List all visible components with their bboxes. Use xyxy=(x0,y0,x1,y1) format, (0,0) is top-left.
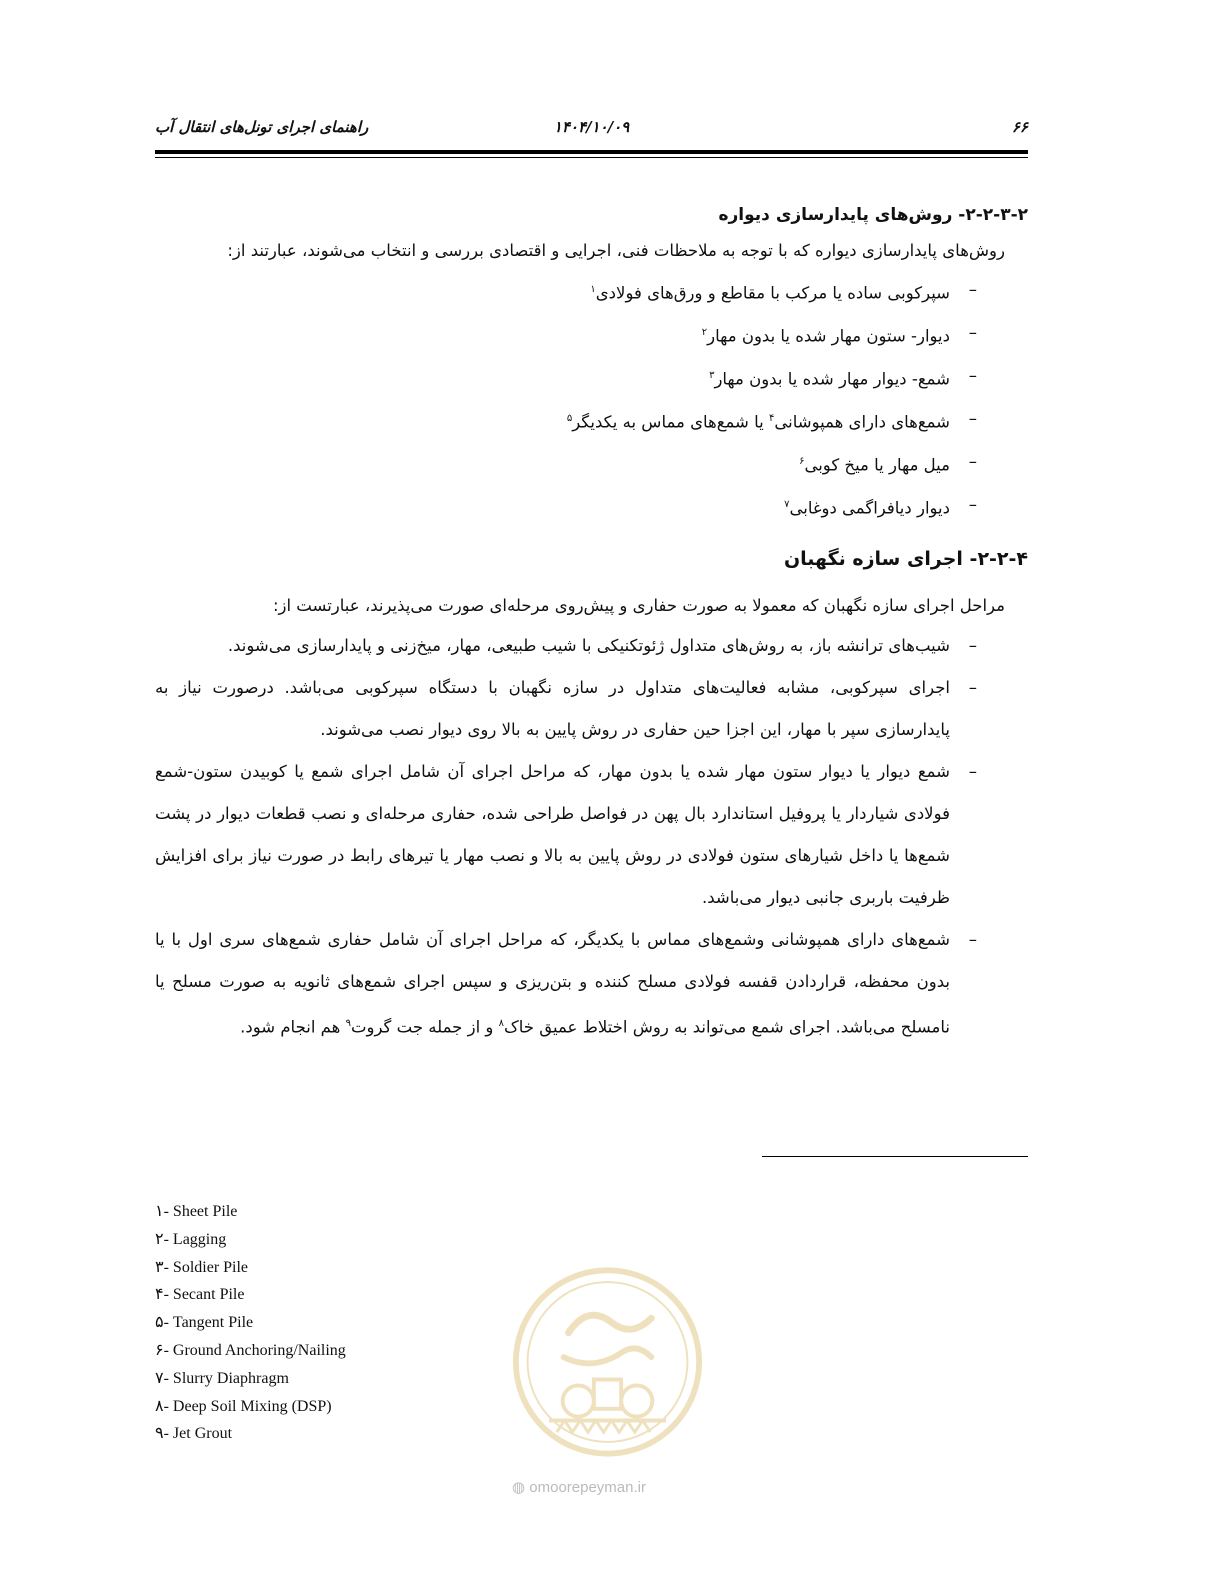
footnote-item: ۹- Jet Grout xyxy=(155,1425,233,1443)
list-item: – شمع‌های دارای همپوشانی وشمع‌های مماس با یکدیگر، که مراحل اجرای آن شامل حفاری شمع‌های سری اول با یا بدون محفظه، قراردادن قفسه فولادی مسلح کننده و بتن‌ریزی و سپس اجرای شمع‌های ثانویه به صورت مسلح یا نامسلح می‌باشد. اجرای شمع می‌تواند به روش اختلاط عمیق خاک$^۸$ و از جمله جت گروت$^۹$ هم انجام شود. xyxy=(155,919,1005,1049)
list-item: – دیوار دیافراگمی دوغابی$^۷$ xyxy=(155,490,1005,533)
page-header xyxy=(155,118,1028,140)
footnote-item: ۵- Tangent Pile xyxy=(155,1314,254,1332)
watermark-logo-icon xyxy=(510,1262,705,1462)
main-content xyxy=(155,196,1028,1049)
list-item: – شمع- دیوار مهار شده یا بدون مهار$^۳$ xyxy=(155,361,1005,404)
footnote-item: ۶- Ground Anchoring/Nailing xyxy=(155,1341,346,1359)
header-rule-thick xyxy=(155,150,1028,154)
header-date: ۱۴۰۴/۱۰/۰۹ xyxy=(553,118,630,136)
header-rule-thin xyxy=(155,157,1028,158)
list-item: – شمع‌های دارای همپوشانی$^۴$ یا شمع‌های مماس به یکدیگر$^۵$ xyxy=(155,404,1005,447)
footnote-item: ۱- Sheet Pile xyxy=(155,1203,238,1220)
footnote-item: ۴- Secant Pile xyxy=(155,1286,245,1304)
footnote-ref: ۸ xyxy=(498,1018,504,1029)
watermark-caption: ◍ omoorepeyman.ir xyxy=(512,1479,646,1496)
globe-icon: ◍ xyxy=(512,1479,526,1496)
section-heading-wall-stabilization: ۲-۲-۳-۲- روش‌های پایدارسازی دیواره xyxy=(718,205,1028,225)
stabilization-methods-list xyxy=(155,275,1005,533)
section1-intro: روش‌های پایدارسازی دیواره که با توجه به ملاحظات فنی، اجرایی و اقتصادی بررسی و انتخاب می‌شوند، عبارتند از: xyxy=(227,241,1005,260)
footnote-item: ۲- Lagging xyxy=(155,1230,227,1248)
footnote-ref: ۷ xyxy=(784,499,790,510)
footnote-item: ۷- Slurry Diaphragm xyxy=(155,1369,289,1387)
section2-intro: مراحل اجرای سازه نگهبان که معمولا به صورت حفاری و پیش‌روی مرحله‌ای صورت می‌پذیرند، عبارتست از: xyxy=(272,596,1005,615)
header-title: راهنمای اجرای تونل‌های انتقال آب xyxy=(155,118,369,136)
list-item: – میل مهار یا میخ کوبی$^۶$ xyxy=(155,447,1005,490)
section-heading-retaining-structure: ۲-۲-۴- اجرای سازه نگهبان xyxy=(783,548,1028,570)
footnote-separator xyxy=(762,1156,1028,1157)
footnotes-list xyxy=(155,1200,346,1450)
footnote-ref: ۳ xyxy=(709,370,715,381)
list-item: – دیوار- ستون مهار شده یا بدون مهار$^۲$ xyxy=(155,318,1005,361)
footnote-item: ۸- Deep Soil Mixing (DSP) xyxy=(155,1397,332,1415)
list-item: – اجرای سپرکوبی، مشابه فعالیت‌های متداول در سازه نگهبان با دستگاه سپرکوبی می‌باشد. درصورت نیاز به پایدارسازی سپر با مهار، این اجزا حین حفاری در روش پایین به بالا روی دیوار نصب می‌شوند. xyxy=(155,667,1005,751)
page-number: ۶۶ xyxy=(1011,118,1028,136)
footnote-ref: ۱ xyxy=(590,284,596,295)
footnote-ref: ۹ xyxy=(345,1018,351,1029)
footnote-ref: ۵ xyxy=(566,413,573,424)
footnote-ref: ۶ xyxy=(799,456,805,467)
retaining-steps-list xyxy=(155,625,1005,1049)
footnote-item: ۳- Soldier Pile xyxy=(155,1258,249,1276)
footnote-ref: ۲ xyxy=(701,327,708,338)
list-item: – شیب‌های ترانشه باز، به روش‌های متداول ژئوتکنیکی با شیب طبیعی، مهار، میخ‌زنی و پایدارسازی می‌شوند. xyxy=(155,625,1005,667)
list-item: – شمع دیوار یا دیوار ستون مهار شده یا بدون مهار، که مراحل اجرای آن شامل اجرای شمع یا کوبیدن ستون-شمع فولادی شیاردار یا پروفیل استاندارد بال پهن در فواصل طراحی شده، حفاری مرحله‌ای و نصب قطعات دیوار در پشت شمع‌ها یا داخل شیارهای ستون فولادی در روش پایین به بالا و نصب مهار یا تیرهای رابط در صورت نیاز برای افزایش ظرفیت باربری جانبی دیوار می‌باشد. xyxy=(155,751,1005,919)
list-item: – سپرکوبی ساده یا مرکب با مقاطع و ورق‌های فولادی$^۱$ xyxy=(155,275,1005,318)
footnote-ref: ۴ xyxy=(769,413,775,424)
